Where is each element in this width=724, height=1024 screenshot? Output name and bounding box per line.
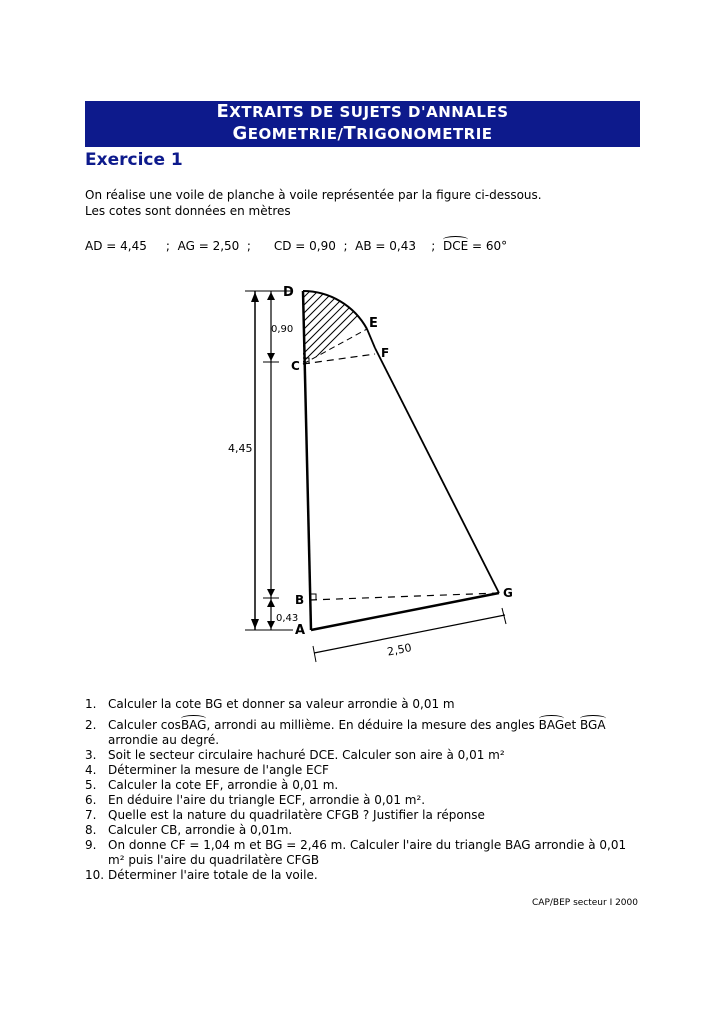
segment-fg xyxy=(375,348,499,593)
question-number: 1. xyxy=(85,697,97,711)
question-text-part: , arrondi au millième. En déduire la mesure des angles xyxy=(206,718,539,732)
header-line-2-initial-1: G xyxy=(232,123,248,144)
dimension-tick-ag-start xyxy=(313,646,316,662)
point-label-f: F xyxy=(381,346,390,360)
point-label-c: C xyxy=(291,359,300,373)
header-line-2 xyxy=(85,123,640,145)
question-item xyxy=(85,808,645,823)
question-text: On donne CF = 1,04 m et BG = 2,46 m. Calculer l'aire du triangle BAG arrondie à 0,01 m² puis l'aire du quadrilatère CFGB xyxy=(108,838,627,867)
dimension-label-ag: 2,50 xyxy=(386,641,413,659)
question-item xyxy=(85,763,645,778)
question-text xyxy=(108,718,645,748)
given-values-angle-value: = 60° xyxy=(468,239,508,253)
question-item xyxy=(85,748,645,763)
arrow-top-ad xyxy=(251,292,259,302)
footer-source: CAP/BEP secteur I 2000 xyxy=(532,898,638,908)
question-number: 7. xyxy=(85,808,97,822)
exercise-title: Exercice 1 xyxy=(85,150,183,170)
question-text: Calculer la cote EF, arrondie à 0,01 m. xyxy=(108,778,339,792)
arrow-dc-top xyxy=(267,292,275,300)
question-text: Calculer la cote BG et donner sa valeur arrondie à 0,01 m xyxy=(108,697,455,711)
question-item xyxy=(85,838,645,868)
intro-line-1: On réalise une voile de planche à voile représentée par la figure ci-dessous. xyxy=(85,188,542,202)
question-text: Calculer CB, arrondie à 0,01m. xyxy=(108,823,293,837)
point-label-d: D xyxy=(283,285,294,300)
question-number: 9. xyxy=(85,838,97,852)
question-item xyxy=(85,793,645,808)
angle-label: BGA xyxy=(580,718,606,732)
question-item xyxy=(85,778,645,793)
header-line-1-text: XTRAITS DE SUJETS D'ANNALES xyxy=(229,103,509,121)
segment-cf xyxy=(303,354,375,364)
arrow-dc-bottom xyxy=(267,353,275,361)
arrow-cb-bottom xyxy=(267,589,275,597)
question-number: 4. xyxy=(85,763,97,777)
header-line-2-initial-2: T xyxy=(343,123,357,144)
header-line-1 xyxy=(85,101,640,123)
question-text-part: arrondie au degré. xyxy=(108,733,220,747)
sail-figure xyxy=(215,278,525,673)
question-number: 6. xyxy=(85,793,97,807)
question-text: Soit le secteur circulaire hachuré DCE. Calculer son aire à 0,01 m² xyxy=(108,748,505,762)
given-values-text: AD = 4,45 ; AG = 2,50 ; CD = 0,90 ; AB = 0,43 ; xyxy=(85,239,443,253)
point-label-a: A xyxy=(295,623,306,638)
question-text-part: Calculer cos xyxy=(108,718,181,732)
question-text: Déterminer la mesure de l'angle ECF xyxy=(108,763,329,777)
question-text: Déterminer l'aire totale de la voile. xyxy=(108,868,318,882)
given-values xyxy=(85,239,507,253)
point-label-e: E xyxy=(369,316,378,331)
question-text: Quelle est la nature du quadrilatère CFGB ? Justifier la réponse xyxy=(108,808,485,822)
angle-label: BAG xyxy=(180,718,207,732)
question-list xyxy=(85,697,645,883)
dimension-label-dc: 0,90 xyxy=(271,324,294,335)
header-line-2-text-1: EOMETRIE/ xyxy=(247,125,344,143)
question-item xyxy=(85,868,645,883)
question-item xyxy=(85,823,645,838)
angle-dce-label: DCE xyxy=(442,239,469,253)
segment-ce xyxy=(303,329,367,364)
question-number: 2. xyxy=(85,718,97,732)
question-number: 8. xyxy=(85,823,97,837)
dimension-label-ad: 4,45 xyxy=(228,442,253,455)
arrow-ba-bottom xyxy=(267,621,275,629)
intro-line-2: Les cotes sont données en mètres xyxy=(85,204,291,218)
point-label-g: G xyxy=(503,586,513,600)
intro-text xyxy=(85,187,542,219)
header-line-1-initial: E xyxy=(216,101,230,122)
question-text: En déduire l'aire du triangle ECF, arrondie à 0,01 m². xyxy=(108,793,426,807)
arrow-bottom-ad xyxy=(251,619,259,629)
question-number: 3. xyxy=(85,748,97,762)
segment-ef xyxy=(367,329,375,348)
question-item xyxy=(85,718,645,748)
header-line-2-text-2: RIGONOMETRIE xyxy=(356,125,493,143)
question-text-part: et xyxy=(564,718,581,732)
question-item xyxy=(85,697,645,712)
question-number: 10. xyxy=(85,868,105,882)
point-label-b: B xyxy=(295,593,305,607)
dimension-label-ba: 0,43 xyxy=(276,613,299,624)
header-banner xyxy=(85,101,640,147)
angle-label: BAG xyxy=(538,718,565,732)
question-number: 5. xyxy=(85,778,97,792)
arrow-ba-top xyxy=(267,599,275,607)
